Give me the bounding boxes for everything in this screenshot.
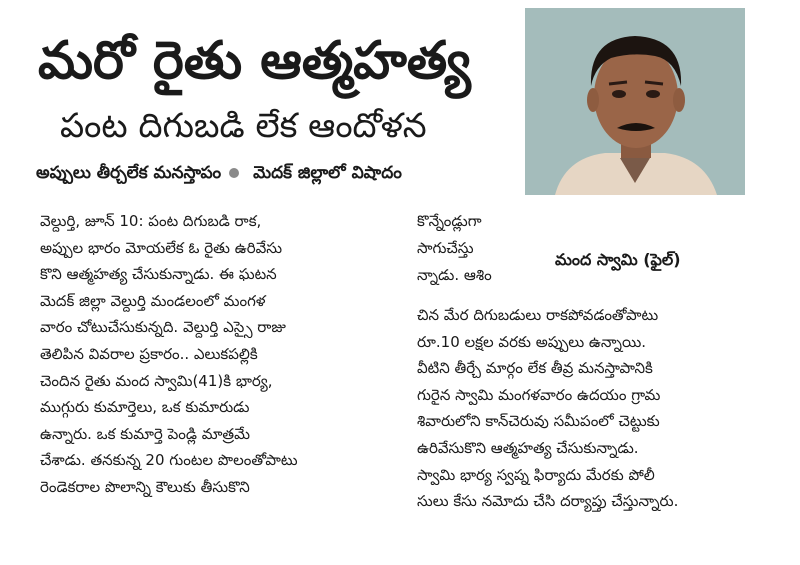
article-right-column-top [417, 208, 545, 289]
photo-caption: మంద స్వామి (ఫైల్) [555, 250, 681, 269]
text-line: చెందిన రైతు మంద స్వామి(41)కి భార్య, [40, 371, 273, 390]
subheadline: పంట దిగుబడి లేక ఆందోళన [60, 106, 427, 146]
text-line: ఉరివేసుకొని ఆత్మహత్య చేసుకున్నాడు. [417, 438, 639, 457]
text-line: ముగ్గురు కుమార్తెలు, ఒక కుమారుడు [40, 398, 250, 417]
text-line: తెలిపిన వివరాల ప్రకారం.. ఎలుకపల్లికి [40, 344, 258, 363]
tagline-right: మెదక్ జిల్లాలో విషాదం [253, 163, 402, 183]
headline: మరో రైతు ఆత్మహత్య [38, 31, 471, 91]
bullet-dot-icon [229, 168, 239, 178]
text-line: స్వామి భార్య స్వప్న ఫిర్యాదు మేరకు పోలీ [417, 465, 655, 484]
article-left-column [40, 208, 392, 501]
text-line: వీటిని తీర్చే మార్గం లేక తీవ్ర మనస్తాపానికి [417, 359, 653, 378]
text-line: గురైన స్వామి మంగళవారం ఉదయం గ్రామ [417, 385, 661, 404]
farmer-photo [525, 8, 745, 195]
article-right-column [417, 302, 757, 515]
text-line: న్నాడు. ఆశిం [417, 266, 492, 284]
text-line: కొన్నేండ్లుగా [417, 212, 482, 230]
text-line: అప్పుల భారం మోయలేక ఓ రైతు ఉరివేసు [40, 238, 283, 257]
text-line: ఉన్నారు. ఒక కుమార్తె పెండ్లి మాత్రమే [40, 424, 250, 443]
text-line: మెదక్ జిల్లా వెల్దుర్తి మండలంలో మంగళ [40, 291, 266, 310]
text-line: సాగుచేస్తు [417, 239, 474, 257]
text-line: కొని ఆత్మహత్య చేసుకున్నాడు. ఈ ఘటన [40, 265, 277, 284]
text-line: రూ.10 లక్షల వరకు అప్పులు ఉన్నాయి. [417, 332, 647, 351]
text-line: సులు కేసు నమోదు చేసి దర్యాప్తు చేస్తున్నారు. [417, 492, 679, 511]
text-line: శివారులోని కాన్‌చెరువు సమీపంలో చెట్టుకు [417, 412, 660, 431]
text-line: చిన మేర దిగుబడులు రాకపోవడంతోపాటు [417, 306, 659, 324]
text-line: వెల్దుర్తి, జూన్ 10: పంట దిగుబడి రాక, [40, 212, 262, 230]
tagline-row [36, 160, 516, 186]
text-line: రెండెకరాల పొలాన్ని కౌలుకు తీసుకొని [40, 477, 250, 496]
text-line: వారం చోటుచేసుకున్నది. వెల్దుర్తి ఎస్సై రాజు [40, 318, 286, 337]
tagline-left: అప్పులు తీర్చలేక మనస్తాపం [36, 163, 222, 183]
text-line: చేశాడు. తనకున్న 20 గుంటల పొలంతోపాటు [40, 451, 298, 470]
